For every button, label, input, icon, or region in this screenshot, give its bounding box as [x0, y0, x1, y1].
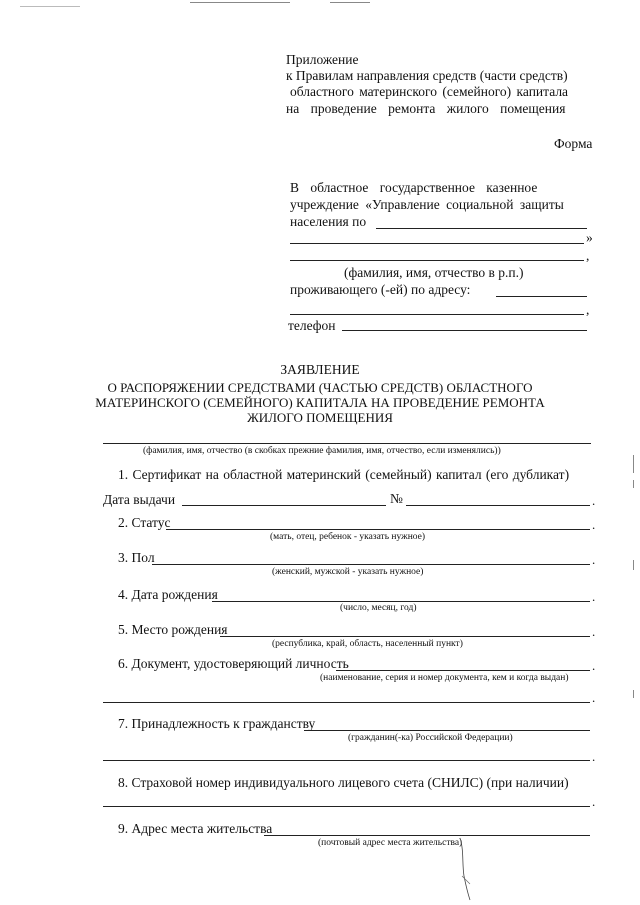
document-title-line: О РАСПОРЯЖЕНИИ СРЕДСТВАМИ (ЧАСТЬЮ СРЕДСТВ) ОБЛАСТНОГО — [107, 380, 533, 395]
citizenship-hint: (гражданин(-ка) Российской Федерации) — [348, 733, 513, 743]
residence-hint: (почтовый адрес места жительства) — [318, 838, 463, 848]
scan-artifact-line — [190, 2, 290, 3]
period: . — [592, 749, 596, 764]
scan-artifact-line — [20, 6, 80, 7]
scan-artifact-line — [330, 2, 370, 3]
closing-quote: » — [586, 230, 593, 245]
document-heading: ЗАЯВЛЕНИЕ — [280, 362, 360, 377]
citizenship-field-2[interactable] — [103, 760, 590, 761]
document-title-line: ЖИЛОГО ПОМЕЩЕНИЯ — [247, 410, 393, 425]
address-fill-line[interactable] — [496, 296, 587, 297]
issue-date-label: Дата выдачи — [103, 492, 176, 507]
region-fill-line[interactable] — [376, 228, 587, 229]
phone-label: телефон — [288, 318, 336, 333]
residence-label: 9. Адрес места жительства — [118, 821, 273, 836]
applicant-fullname-hint: (фамилия, имя, отчество (в скобках прежние фамилия, имя, отчество, если изменялись)) — [143, 446, 501, 456]
birth-date-field[interactable] — [212, 588, 590, 602]
address-fill-line-2[interactable] — [290, 314, 584, 315]
id-document-hint: (наименование, серия и номер документа, кем и когда выдан) — [320, 673, 569, 683]
certificate-number-field[interactable] — [406, 492, 590, 506]
period: . — [592, 517, 596, 532]
addressee-line: населения по — [290, 214, 367, 229]
period: . — [592, 552, 596, 567]
period: . — [592, 493, 596, 508]
applicant-fullname-fill-line[interactable] — [103, 443, 591, 444]
document-title-line: МАТЕРИНСКОГО (СЕМЕЙНОГО) КАПИТАЛА НА ПРОВЕДЕНИЕ РЕМОНТА — [95, 395, 545, 410]
period: . — [592, 589, 596, 604]
comma: , — [586, 302, 590, 317]
sex-label: 3. Пол — [118, 550, 155, 565]
birth-place-field[interactable] — [220, 623, 590, 637]
citizenship-field[interactable] — [304, 717, 590, 731]
appendix-title: Приложение — [286, 52, 359, 67]
region-fill-line-2[interactable] — [290, 243, 584, 244]
birth-date-hint: (число, месяц, год) — [340, 603, 417, 613]
pen-stroke-mark — [440, 836, 480, 902]
sex-hint: (женский, мужской - указать нужное) — [272, 567, 424, 577]
snils-label: 8. Страховой номер индивидуального лицевого счета (СНИЛС) (при наличии) — [118, 775, 569, 790]
form-label: Форма — [554, 136, 593, 151]
birth-place-label: 5. Место рождения — [118, 622, 228, 637]
phone-fill-line[interactable] — [342, 330, 587, 331]
period: . — [592, 658, 596, 673]
scan-artifact-tick — [633, 560, 634, 570]
status-hint: (мать, отец, ребенок - указать нужное) — [270, 532, 426, 542]
id-document-field[interactable] — [336, 657, 590, 671]
addressee-line: В областное государственное казенное — [290, 180, 538, 195]
fio-hint: (фамилия, имя, отчество в р.п.) — [344, 265, 524, 280]
birth-place-hint: (республика, край, область, населенный пункт) — [272, 639, 463, 649]
status-label: 2. Статус — [118, 515, 171, 530]
period: . — [592, 690, 596, 705]
birth-date-label: 4. Дата рождения — [118, 587, 218, 602]
certificate-label: 1. Сертификат на областной материнский (семейный) капитал (его дубликат) — [118, 467, 570, 482]
id-document-field-2[interactable] — [103, 702, 590, 703]
residence-field[interactable] — [264, 822, 590, 836]
scan-artifact-tick — [633, 480, 634, 488]
addressee-line: учреждение «Управление социальной защиты — [290, 197, 564, 212]
snils-field[interactable] — [103, 806, 590, 807]
comma: , — [586, 248, 590, 263]
residing-label: проживающего (-ей) по адресу: — [290, 282, 471, 297]
status-field[interactable] — [166, 516, 590, 530]
number-label: № — [390, 491, 403, 506]
period: . — [592, 624, 596, 639]
sex-field[interactable] — [152, 551, 590, 565]
scan-artifact-tick — [633, 455, 634, 473]
applicant-name-fill-line[interactable] — [290, 260, 584, 261]
scan-artifact-tick — [633, 690, 634, 698]
citizenship-label: 7. Принадлежность к гражданству — [118, 716, 316, 731]
appendix-line: на проведение ремонта жилого помещения — [286, 101, 566, 116]
appendix-line: к Правилам направления средств (части средств) — [286, 68, 568, 83]
period: . — [592, 794, 596, 809]
appendix-line: областного материнского (семейного) капитала — [290, 84, 569, 99]
id-document-label: 6. Документ, удостоверяющий личность — [118, 656, 349, 671]
issue-date-field[interactable] — [182, 492, 386, 506]
